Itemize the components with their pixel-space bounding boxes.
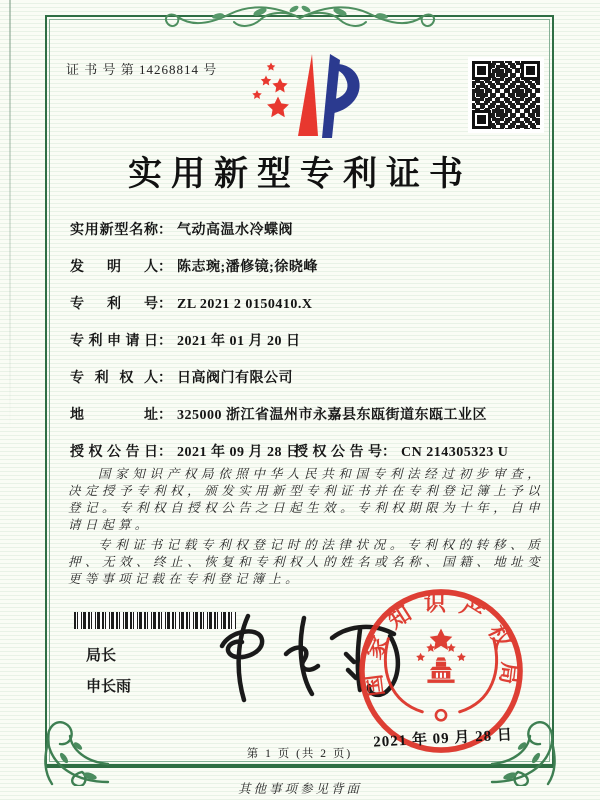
seal-org-text: 国家知识产权局 (359, 590, 523, 698)
qr-code-icon (468, 57, 544, 133)
field-label: 地址 (70, 408, 158, 423)
seal-date-stamp: 2021 年 09 月 28 日 (372, 727, 514, 751)
qr-modules (472, 61, 540, 129)
field-colon: ： (382, 445, 396, 460)
field-row-patent-number (70, 293, 544, 330)
field-colon: ： (158, 223, 172, 238)
field-value: 陈志琬;潘修镜;徐晓峰 (177, 260, 318, 275)
scan-page-edge-line (9, 0, 11, 430)
cnipa-logo-icon (238, 50, 368, 147)
grant-number-group (294, 441, 508, 461)
field-label: 专利号 (70, 297, 158, 312)
field-label: 实用新型名称 (70, 223, 158, 238)
field-row-patentee (70, 367, 544, 404)
field-label: 专利申请日 (70, 334, 158, 349)
field-value: 日高阀门有限公司 (177, 371, 293, 386)
corner-flourish-icon (38, 702, 116, 786)
page-number: 第 1 页 (共 2 页) (246, 748, 353, 760)
field-label: 发明人 (70, 260, 158, 275)
field-colon: ： (158, 371, 172, 386)
legal-paragraph-2: 专利证书记载专利权登记时的法律状况。专利权的转移、质押、无效、终止、恢复和专利权人的姓名或名称、国籍、地址变更等事项记载在专利登记簿上。 (68, 538, 544, 586)
field-value: 气动高温水冷蝶阀 (177, 223, 293, 238)
field-row-filing-date (70, 330, 544, 367)
field-value: CN 214305323 U (401, 445, 509, 460)
top-garland-ornament-icon (148, 0, 452, 36)
field-colon: ： (158, 408, 172, 423)
field-label: 专利权人 (70, 371, 158, 386)
field-row-inventors (70, 256, 544, 293)
field-label: 授权公告号 (294, 445, 382, 460)
field-colon: ： (158, 334, 172, 349)
director-title: 局长 (86, 648, 117, 664)
field-colon: ： (158, 297, 172, 312)
field-label: 授权公告日 (70, 445, 158, 460)
field-row-name (70, 219, 544, 256)
field-colon: ： (158, 445, 172, 460)
director-name: 申长雨 (86, 679, 132, 695)
field-value: 2021 年 09 月 28 日 (177, 445, 301, 460)
certificate-fields (70, 219, 544, 478)
field-value: 325000 浙江省温州市永嘉县东瓯街道东瓯工业区 (177, 408, 487, 423)
field-value: 2021 年 01 月 20 日 (177, 334, 301, 349)
qr-finder-icon (472, 110, 491, 129)
field-value: ZL 2021 2 0150410.X (177, 297, 313, 312)
back-side-note: 其他事项参见背面 (237, 782, 362, 796)
certificate-number: 证 书 号 第 14268814 号 (66, 62, 218, 77)
field-row-address (70, 404, 544, 441)
certificate-title: 实用新型专利证书 (128, 156, 472, 193)
qr-finder-icon (472, 61, 491, 80)
legal-paragraph-1: 国家知识产权局依照中华人民共和国专利法经过初步审查，决定授予专利权，颁发实用新型专利证书并在专利登记簿上予以登记。专利权自授权公告之日起生效。专利权期限为十年，自申请日起算。 (68, 467, 544, 532)
qr-finder-icon (521, 61, 540, 80)
field-colon: ： (158, 260, 172, 275)
legal-text-block (68, 466, 544, 591)
signing-block (86, 641, 131, 703)
